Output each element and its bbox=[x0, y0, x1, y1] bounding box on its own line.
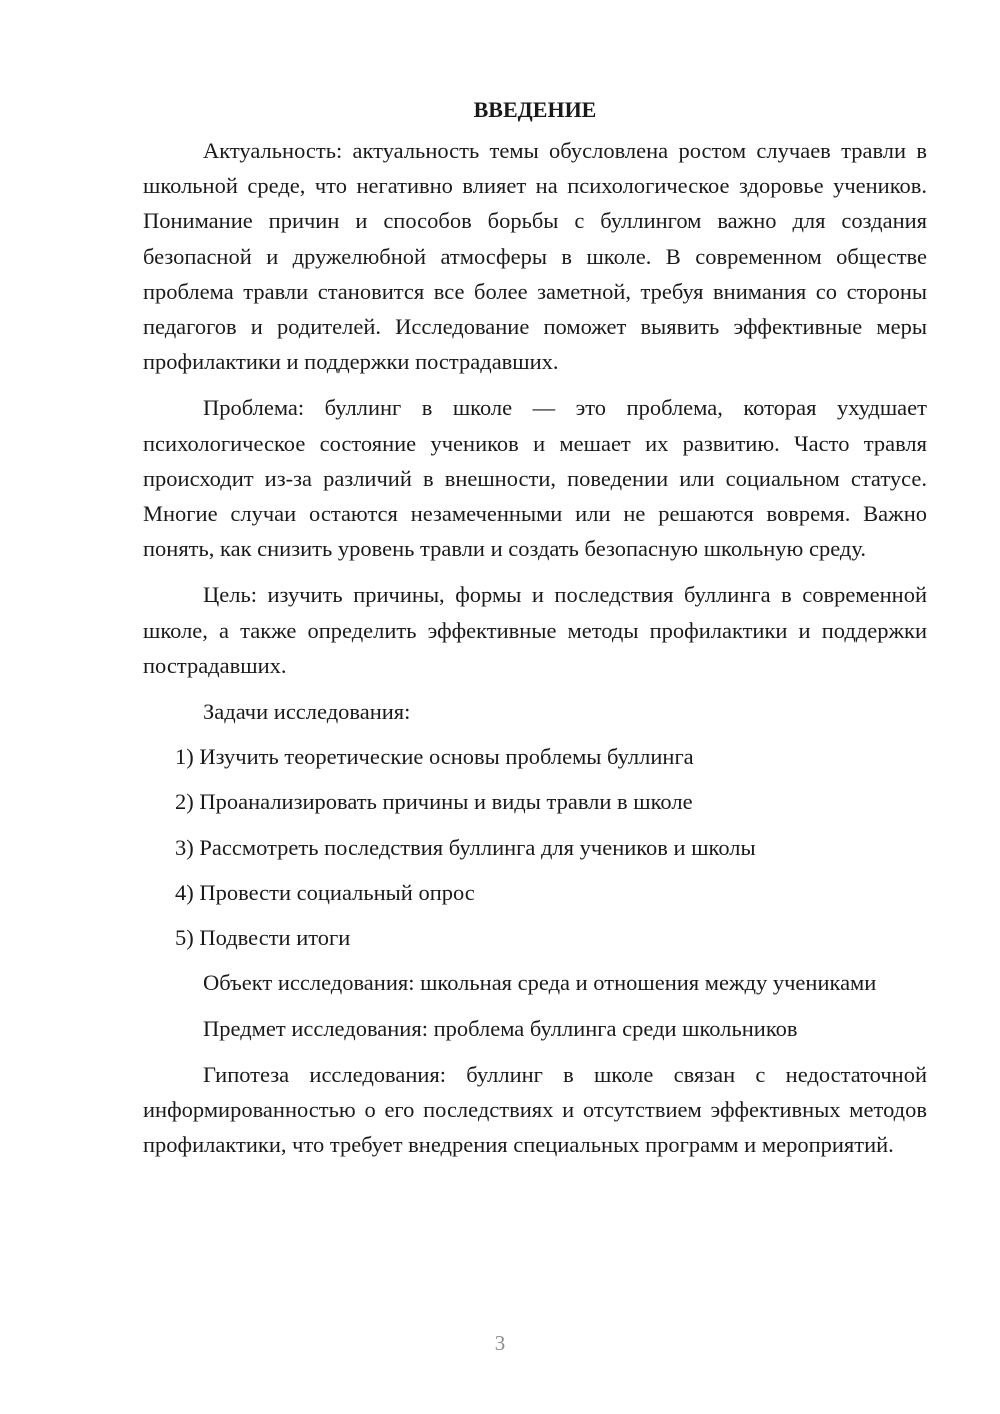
tasks-heading: Задачи исследования: bbox=[203, 699, 411, 725]
paragraph-object: Объект исследования: школьная среда и отношения между учениками bbox=[203, 970, 877, 996]
paragraph-subject: Предмет исследования: проблема буллинга среди школьников bbox=[203, 1016, 798, 1042]
list-item: 3) Рассмотреть последствия буллинга для учеников и школы bbox=[175, 834, 756, 860]
paragraph-hypothesis: Гипотеза исследования: буллинг в школе связан с недостаточной информированностью о его последствиях и отсутствием эффективных методов профилактики, что требует внедрения специальных программ и мероприятий. bbox=[143, 1061, 927, 1158]
document-page bbox=[143, 92, 927, 1173]
page-number: 3 bbox=[494, 1331, 506, 1355]
list-item: 4) Провести социальный опрос bbox=[175, 879, 475, 905]
paragraph-relevance: Актуальность: актуальность темы обусловлена ростом случаев травли в школьной среде, что негативно влияет на психологическое здоровье учеников. Понимание причин и способов борьбы с буллингом важно для создания безопасной и дружелюбной атмосферы в школе. В современном обществе проблема травли становится все более заметной, требуя внимания со стороны педагогов и родителей. Исследование поможет выявить эффективные меры профилактики и поддержки пострадавших. bbox=[143, 138, 927, 375]
paragraph-goal: Цель: изучить причины, формы и последствия буллинга в современной школе, а также определить эффективные методы профилактики и поддержки пострадавших. bbox=[143, 582, 927, 678]
tasks-list bbox=[143, 739, 927, 955]
list-item: 5) Подвести итоги bbox=[175, 925, 351, 951]
list-item: 2) Проанализировать причины и виды травли в школе bbox=[175, 789, 693, 815]
list-item: 1) Изучить теоретические основы проблемы буллинга bbox=[175, 744, 694, 770]
document-title: ВВЕДЕНИЕ bbox=[473, 97, 597, 122]
paragraph-problem: Проблема: буллинг в школе — это проблема, которая ухудшает психологическое состояние учеников и мешает их развитию. Часто травля происходит из-за различий в внешности, поведении или социальном статусе. Многие случаи остаются незамеченными или не решаются вовремя. Важно понять, как снизить уровень травли и создать безопасную школьную среду. bbox=[143, 395, 927, 562]
